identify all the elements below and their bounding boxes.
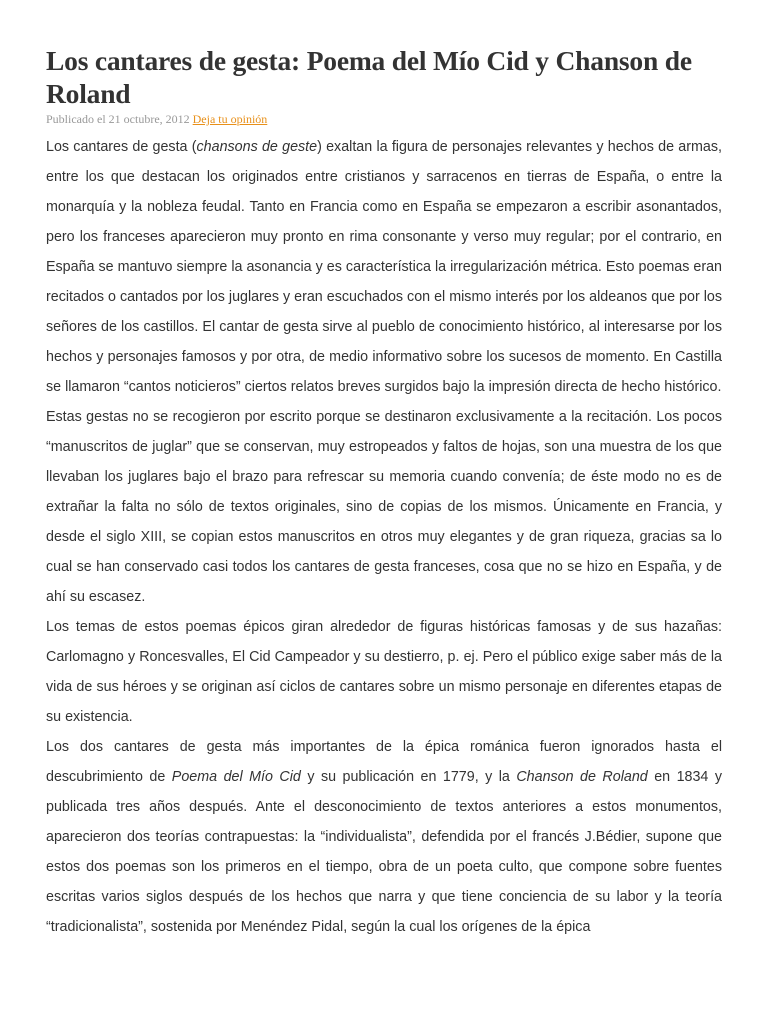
italic-title-text: Poema del Mío Cid: [171, 769, 301, 785]
paragraph-text: Estas gestas no se recogieron por escrito porque se destinaron exclusivamente a la recitación. Los pocos “manuscritos de juglar” que se conservan, muy estropeados y faltos de hojas, son una muestra de los que llevaban los juglares bajo el brazo para refrescar su memoria cuando convenía; de éste modo no es de extrañar la falta no sólo de textos originales, sino de copias de los mismos. Únicamente en Francia, y desde el siglo XIII, se copian estos manuscritos en otros muy elegantes y de gran riqueza, gracias sa lo cual se han conservado casi todos los cantares de gesta franceses, cosa que no se hizo en España, y de ahí su escasez.: [46, 409, 722, 605]
paragraph-text: en 1834 y publicada tres años después. Ante el desconocimiento de textos anteriores a estos monumentos, aparecieron dos teorías contrapuestas: la “individualista”, defendida por el francés J.Bédier, supone que estos dos poemas son los primeros en el tiempo, obra de un poeta culto, que compone sobre fuentes escritas varios siglos después de los hechos que narra y que tiene conciencia de su labor y la teoría “tradicionalista”, sostenida por Menéndez Pidal, según la cual los orígenes de la épica: [46, 769, 722, 935]
italic-title-text: chansons de geste: [196, 139, 318, 155]
paragraph-text: Los temas de estos poemas épicos giran alrededor de figuras históricas famosas y de sus hazañas: Carlomagno y Roncesvalles, El Cid Campeador y su destierro, p. ej. Pero el público exige saber más de la vida de sus héroes y se originan así ciclos de cantares sobre un mismo personaje en diferentes etapas de su existencia.: [46, 619, 722, 725]
paragraph-text: Los dos cantares de gesta más importantes de la épica románica fueron ignorados hasta el descubrimiento de: [46, 739, 722, 785]
paragraph-text: Los cantares de gesta (: [46, 139, 197, 155]
paragraph-text: y su publicación en 1779, y la: [300, 769, 517, 785]
paragraph: [46, 732, 722, 942]
published-date: 21 octubre, 2012: [108, 112, 190, 126]
article: [46, 44, 722, 942]
post-meta: [46, 111, 722, 127]
article-title: Los cantares de gesta: Poema del Mío Cid y Chanson de Roland: [46, 45, 692, 109]
paragraph: [46, 402, 722, 612]
paragraph: [46, 132, 722, 402]
comment-link[interactable]: Deja tu opinión: [192, 112, 268, 126]
article-body: [46, 132, 722, 942]
paragraph: [46, 612, 722, 732]
italic-title-text: Chanson de Roland: [516, 769, 648, 785]
paragraph-text: ) exaltan la figura de personajes relevantes y hechos de armas, entre los que destacan los originados entre cristianos y sarracenos en tierras de España, o entre la monarquía y la nobleza feudal. Tanto en Francia como en España se empezaron a escribir asonantados, pero los franceses aparecieron muy pronto en rima consonante y verso muy regular; por el contrario, en España se mantuvo siempre la asonancia y es característica la irregularización métrica. Esto poemas eran recitados o cantados por los juglares y eran escuchados con el mismo interés por los aldeanos que por los señores de los castillos. El cantar de gesta sirve al pueblo de conocimiento histórico, al interesarse por los hechos y personajes famosos y por otra, de medio informativo sobre los sucesos de momento. En Castilla se llamaron “cantos noticieros” ciertos relatos breves surgidos bajo la impresión directa de hecho histórico.: [46, 139, 722, 395]
published-prefix: Publicado el: [46, 112, 109, 126]
